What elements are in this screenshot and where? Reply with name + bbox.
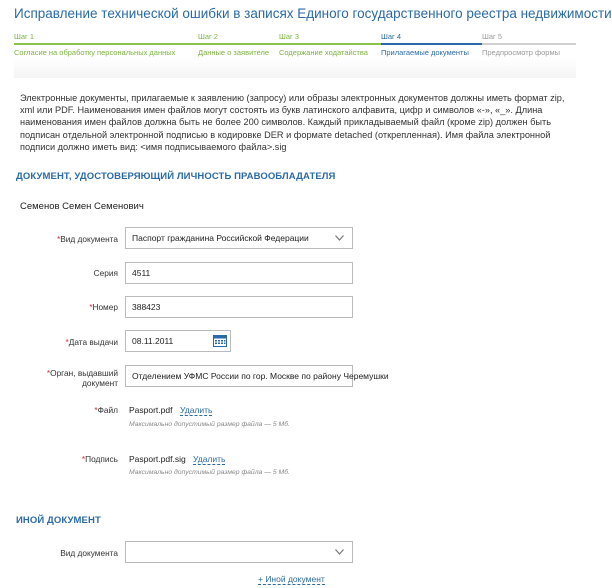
other-doc-type-select[interactable]: [125, 541, 353, 563]
step-label: Данные о заявителе: [198, 48, 270, 57]
page-title: Исправление технической ошибки в записях Единого государственного реестра недвижимости: [14, 6, 612, 21]
required-mark: *: [89, 302, 93, 312]
step-2[interactable]: [198, 30, 279, 57]
other-doc-type-label: Вид документа: [60, 548, 118, 558]
step-label: Предпросмотр формы: [482, 48, 561, 57]
step-progress-line: [279, 43, 381, 45]
step-number: Шаг 4: [381, 32, 402, 41]
signature-size-hint: Максимально допустимый размер файла — 5 Мб.: [129, 469, 290, 476]
issuer-input[interactable]: [125, 365, 389, 387]
issue-date-label: *Дата выдачи: [65, 337, 118, 347]
issuer-value: Отделением УФМС России по гор. Москве по району Черемушки: [132, 371, 389, 381]
required-mark: *: [65, 337, 69, 347]
step-number: Шаг 1: [14, 32, 35, 41]
step-number: Шаг 2: [198, 32, 219, 41]
file-size-hint: Максимально допустимый размер файла — 5 Мб.: [129, 421, 290, 428]
required-mark: *: [46, 368, 51, 378]
step-progress-line: [381, 43, 482, 45]
file-delete-link[interactable]: Удалить: [180, 405, 213, 415]
issuer-label: *Орган, выдавший документ: [46, 368, 118, 388]
series-input[interactable]: [125, 262, 353, 284]
step-progress-line: [198, 43, 279, 45]
identity-section-title: ДОКУМЕНТ, УДОСТОВЕРЯЮЩИЙ ЛИЧНОСТЬ ПРАВООБЛАДАТЕЛЯ: [16, 171, 336, 182]
chevron-down-icon: [335, 235, 344, 241]
wizard-steps: [14, 30, 576, 80]
series-value: 4511: [132, 268, 151, 278]
step-3[interactable]: [279, 30, 381, 57]
step-number: Шаг 3: [279, 32, 300, 41]
number-label: *Номер: [89, 302, 118, 312]
step-label: Прилагаемые документы: [381, 48, 469, 57]
step-5[interactable]: [482, 30, 576, 57]
chevron-down-icon: [335, 549, 344, 555]
doc-type-label: *Вид документа: [56, 234, 118, 244]
series-label: Серия: [93, 268, 118, 278]
file-name: Pasport.pdf: [129, 405, 173, 415]
step-progress-line: [14, 43, 198, 45]
step-number: Шаг 5: [482, 32, 503, 41]
calendar-icon[interactable]: [213, 334, 227, 347]
step-1[interactable]: [14, 30, 198, 57]
add-other-document-link[interactable]: + Иной документ: [258, 574, 325, 584]
issue-date-input[interactable]: [125, 330, 231, 352]
number-input[interactable]: [125, 296, 353, 318]
doc-type-select[interactable]: [125, 227, 353, 249]
issue-date-value: 08.11.2011: [132, 336, 174, 346]
file-label: *Файл: [94, 405, 118, 415]
required-mark: *: [94, 405, 98, 415]
signature-delete-link[interactable]: Удалить: [193, 454, 226, 464]
step-label: Содержание ходатайства: [279, 48, 368, 57]
owner-name: Семенов Семен Семенович: [20, 201, 144, 212]
required-mark: *: [81, 454, 86, 464]
number-value: 388423: [132, 302, 161, 312]
signature-file-name: Pasport.pdf.sig: [129, 454, 186, 464]
required-mark: *: [56, 234, 61, 244]
signature-label: *Подпись: [81, 454, 118, 464]
step-progress-line: [482, 43, 576, 45]
file-requirements-text: Электронные документы, прилагаемые к заявлению (запросу) или образы электронных документов должны иметь формат zip, xml или PDF. Наименования имен файлов могут состоять из букв латинского алфавита, цифр и символов «-», «_». Длина наименования имен файлов должна быть не более 200 символов. Каждый прикладываемый файл (кроме zip) должен быть подписан отдельной электронной подписью в кодировке DER и формате detached (открепленная). Имя файла электронной подписи должно иметь вид: <имя подписываемого файла>.sig: [20, 93, 565, 152]
step-4[interactable]: [381, 30, 482, 57]
doc-type-value: Паспорт гражданина Российской Федерации: [132, 233, 309, 243]
step-label: Согласие на обработку персональных данных: [14, 48, 176, 57]
other-document-section-title: ИНОЙ ДОКУМЕНТ: [16, 515, 101, 526]
